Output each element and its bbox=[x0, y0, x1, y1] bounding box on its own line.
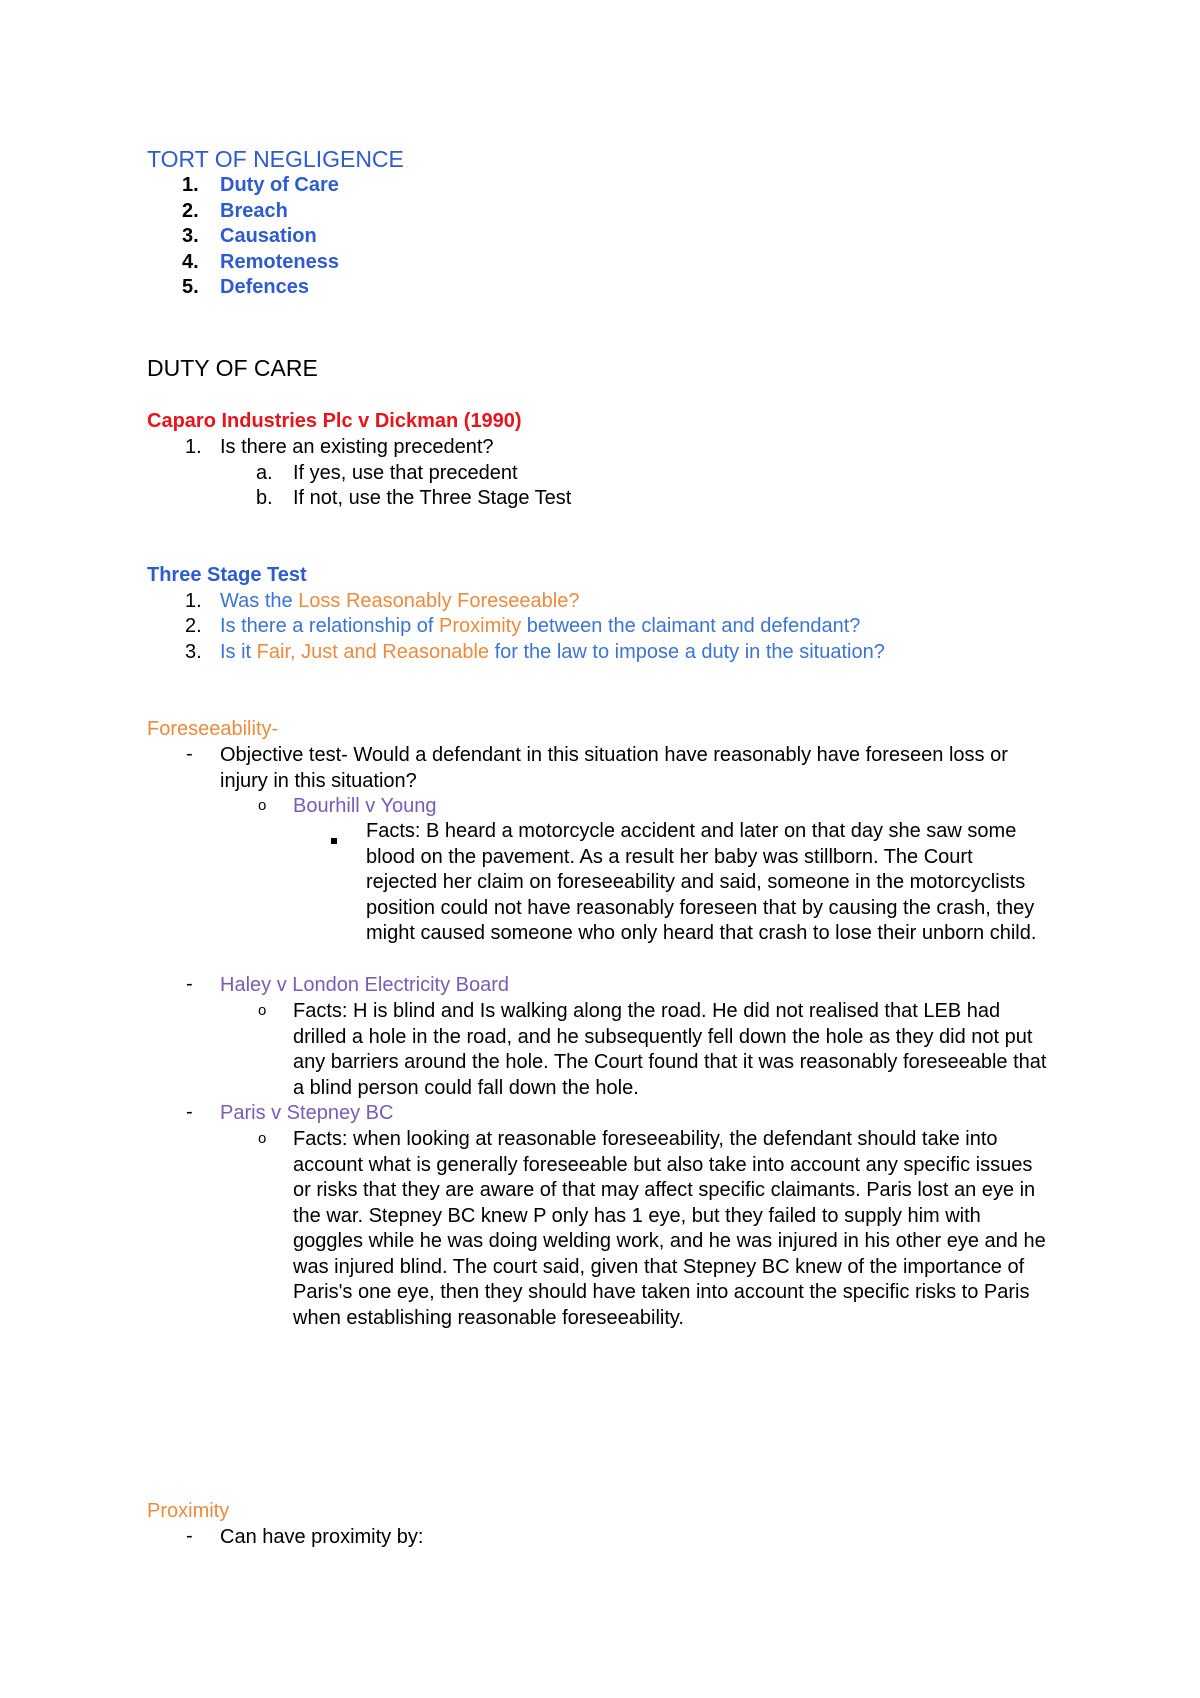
dash-bullet: - bbox=[186, 1525, 193, 1547]
haley-facts: Facts: H is blind and Is walking along the road. He did not realised that LEB had drilled a hole in the road, and he subsequently fell down the hole as they did not put any barriers around the hole. The Court found that it was reasonably foreseeable that a blind person could fall down the hole. bbox=[293, 1000, 1047, 1099]
objective-test-text: Objective test- Would a defendant in this situation have reasonably have foreseen loss or injury in this situation? bbox=[220, 744, 1008, 792]
outline-item bbox=[182, 224, 199, 250]
three-stage-item bbox=[220, 589, 579, 615]
outline-item-number: 4. bbox=[182, 251, 199, 273]
outline-item-number: 3. bbox=[182, 225, 199, 247]
outline-item bbox=[182, 275, 199, 301]
square-bullet-icon bbox=[331, 827, 337, 850]
text-run: Is it bbox=[220, 641, 257, 663]
outline-item-number: 1. bbox=[182, 174, 199, 196]
outline-item-label: Breach bbox=[220, 200, 288, 222]
case-title-caparo: Caparo Industries Plc v Dickman (1990) bbox=[147, 410, 522, 432]
proximity-heading: Proximity bbox=[147, 1500, 230, 1522]
three-stage-heading: Three Stage Test bbox=[147, 564, 307, 586]
outline-item bbox=[182, 199, 199, 225]
caparo-question: Is there an existing precedent? bbox=[220, 436, 494, 458]
caparo-answer-a: If yes, use that precedent bbox=[293, 462, 518, 484]
highlight-term: Proximity bbox=[439, 615, 522, 637]
highlight-term: Fair, Just and Reasonable bbox=[256, 641, 490, 663]
list-letter: b. bbox=[256, 487, 273, 509]
text-run: Is there a relationship of bbox=[220, 615, 440, 637]
dash-bullet: - bbox=[186, 973, 193, 995]
proximity-item: Can have proximity by: bbox=[220, 1526, 424, 1548]
outline-item-number: 2. bbox=[182, 200, 199, 222]
outline-item bbox=[182, 250, 199, 276]
dash-bullet: - bbox=[186, 743, 193, 765]
case-bourhill-v-young: Bourhill v Young bbox=[293, 795, 437, 817]
outline-item-label: Defences bbox=[220, 276, 309, 298]
text-run: between the claimant and defendant? bbox=[521, 615, 861, 637]
list-number: 1. bbox=[185, 436, 202, 458]
list-number: 2. bbox=[185, 615, 202, 637]
caparo-answer-b: If not, use the Three Stage Test bbox=[293, 487, 572, 509]
outline-item-number: 5. bbox=[182, 276, 199, 298]
case-haley: Haley v London Electricity Board bbox=[220, 974, 510, 996]
circle-bullet: o bbox=[258, 1130, 267, 1147]
circle-bullet: o bbox=[258, 1002, 267, 1019]
list-letter: a. bbox=[256, 462, 273, 484]
list-number: 3. bbox=[185, 641, 202, 663]
document-title: TORT OF NEGLIGENCE bbox=[147, 146, 404, 172]
highlight-term: Loss Reasonably Foreseeable? bbox=[298, 590, 580, 612]
paris-facts: Facts: when looking at reasonable foreseeability, the defendant should take into account what is generally foreseeable but also take into account any specific issues or risks that they are aware of that may affect specific claimants. Paris lost an eye in the war. Stepney BC knew P only has 1 eye, but they failed to supply him with goggles while he was doing welding work, and he was injured in his other eye and he was injured blind. The court said, given that Stepney BC knew of the importance of Paris's one eye, then they should have taken into account the specific risks to Paris when establishing reasonable foreseeability. bbox=[293, 1128, 1046, 1329]
foreseeability-heading: Foreseeability- bbox=[147, 718, 279, 740]
list-number: 1. bbox=[185, 590, 202, 612]
case-paris: Paris v Stepney BC bbox=[220, 1102, 394, 1124]
bourhill-facts: Facts: B heard a motorcycle accident and later on that day she saw some blood on the pavement. As a result her baby was stillborn. The Court rejected her claim on foreseeability and said, someone in the motorcyclists position could not have reasonably foreseen that by causing the crash, they might caused someone who only heard that crash to lose their unborn child. bbox=[366, 820, 1037, 944]
section-heading-duty-of-care: DUTY OF CARE bbox=[147, 355, 318, 381]
outline-item bbox=[182, 173, 199, 199]
circle-bullet: o bbox=[258, 797, 267, 814]
three-stage-item bbox=[220, 614, 860, 640]
text-run: for the law to impose a duty in the situation? bbox=[489, 641, 885, 663]
outline-item-label: Remoteness bbox=[220, 251, 339, 273]
outline-item-label: Causation bbox=[220, 225, 317, 247]
text-run: Was the bbox=[220, 590, 299, 612]
outline-item-label: Duty of Care bbox=[220, 174, 339, 196]
three-stage-item bbox=[220, 640, 885, 666]
dash-bullet: - bbox=[186, 1101, 193, 1123]
